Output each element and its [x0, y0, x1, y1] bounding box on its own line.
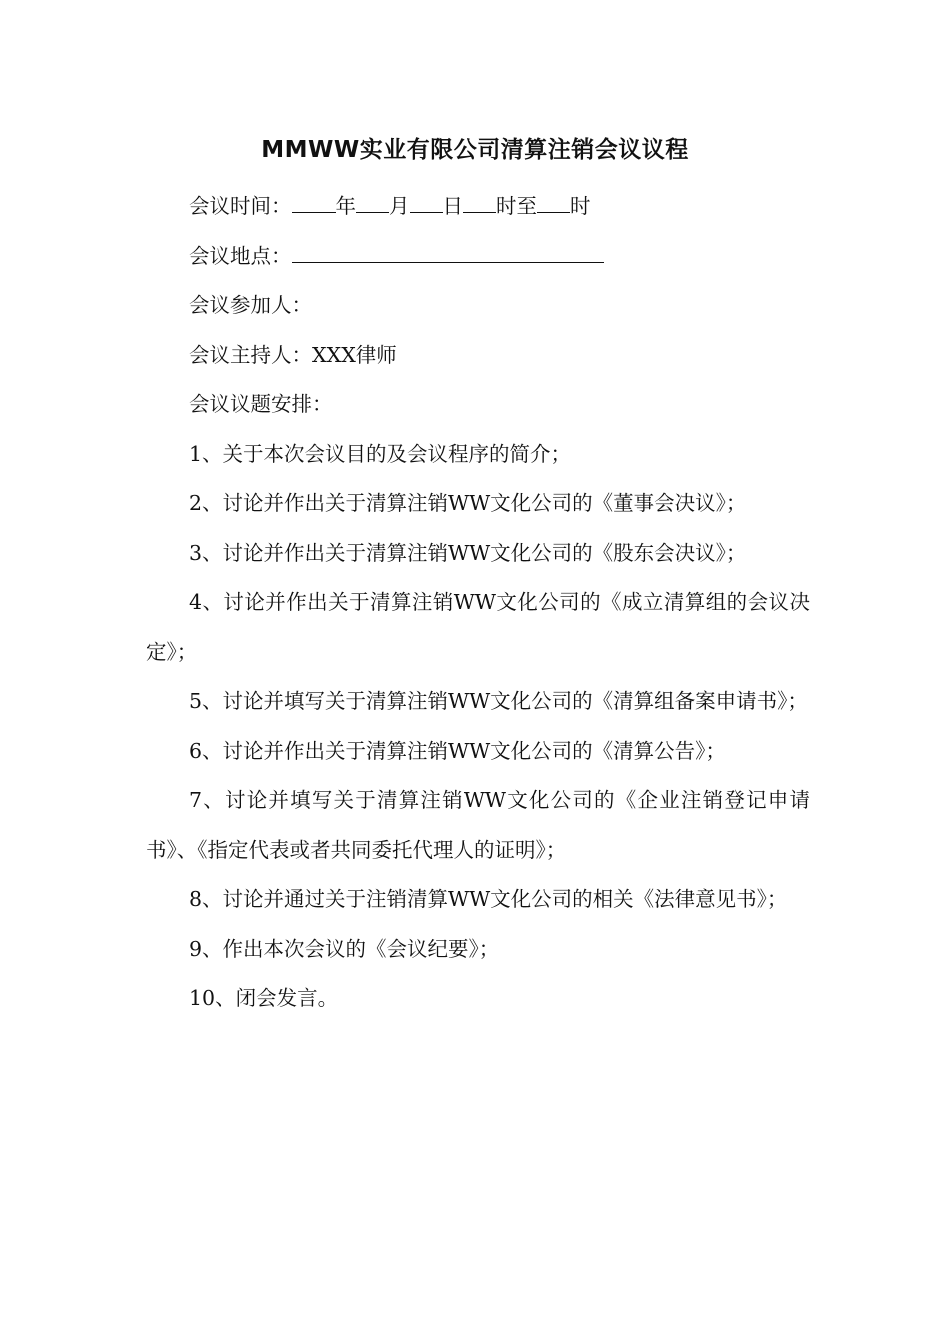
meeting-place-blank — [292, 242, 604, 263]
agenda-item-9: 9、作出本次会议的《会议纪要》； — [189, 936, 500, 961]
agenda-item-3: 3、讨论并作出关于清算注销WW文化公司的《股东会决议》； — [189, 540, 747, 565]
meeting-time-line — [146, 182, 810, 232]
document-body — [146, 182, 810, 1024]
agenda-item-4: 4、讨论并作出关于清算注销WW文化公司的《成立清算组的会议决定》； — [146, 590, 810, 664]
meeting-time-label: 会议时间： — [189, 194, 292, 218]
month-text: 月 — [389, 194, 410, 218]
day-text: 日 — [442, 194, 463, 218]
end-hour-blank — [537, 192, 570, 213]
meeting-place-line — [146, 232, 810, 282]
document-title: MMWW实业有限公司清算注销会议议程 — [261, 137, 689, 163]
agenda-item-8: 8、讨论并通过关于注销清算WW文化公司的相关《法律意见书》； — [189, 887, 788, 911]
month-blank — [356, 192, 389, 213]
to-text: 时至 — [496, 194, 537, 218]
agenda-label: 会议议题安排： — [189, 392, 333, 416]
meeting-place-label: 会议地点： — [189, 243, 292, 268]
host-label: 会议主持人： — [189, 342, 312, 367]
start-hour-blank — [463, 192, 496, 213]
hour-text: 时 — [570, 194, 591, 218]
day-blank — [410, 192, 443, 213]
year-blank — [292, 192, 336, 213]
host-line — [146, 331, 810, 381]
agenda-item-5: 5、讨论并填写关于清算注销WW文化公司的《清算组备案申请书》； — [189, 689, 808, 713]
agenda-item-6: 6、讨论并作出关于清算注销WW文化公司的《清算公告》； — [189, 738, 726, 763]
participants-line: 会议参加人： — [189, 293, 312, 317]
agenda-item-2: 2、讨论并作出关于清算注销WW文化公司的《董事会决议》； — [189, 491, 747, 515]
year-text: 年 — [335, 194, 356, 218]
agenda-item-7: 7、讨论并填写关于清算注销WW文化公司的《企业注销登记申请书》、《指定代表或者共同委托代理人的证明》； — [146, 788, 810, 862]
agenda-item-1: 1、关于本次会议目的及会议程序的简介； — [189, 441, 572, 466]
host-value: XXX律师 — [312, 342, 397, 367]
agenda-item-10: 10、闭会发言。 — [189, 986, 339, 1010]
